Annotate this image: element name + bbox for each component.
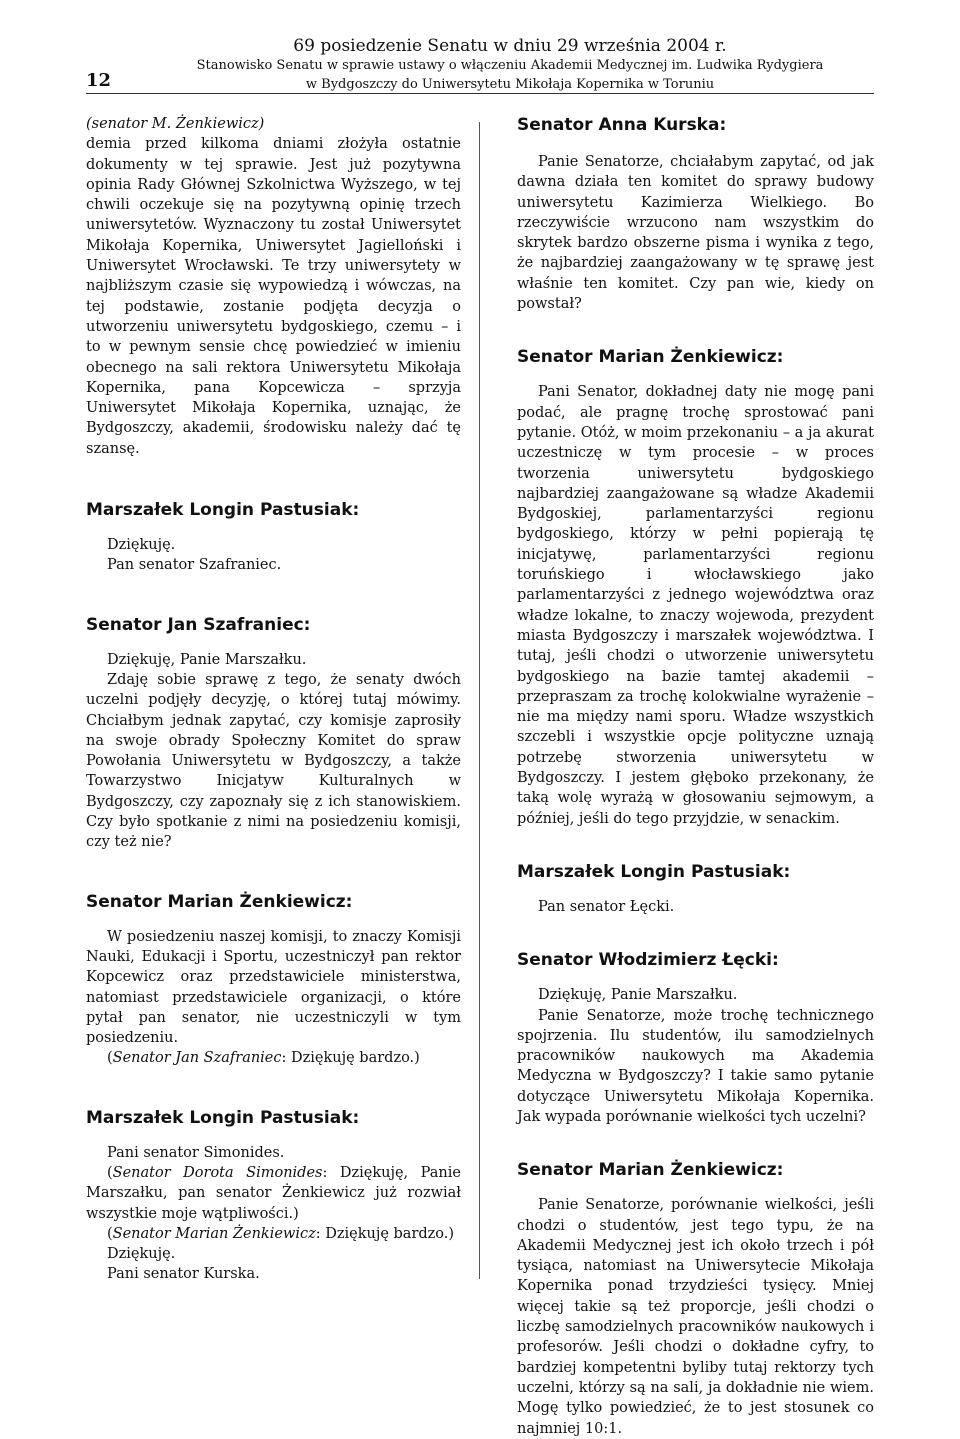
header-text	[146, 36, 874, 94]
paragraph: W posiedzeniu naszej komisji, to znaczy Komisji Nauki, Edukacji i Sportu, uczestniczył pan rektor Kopcewicz oraz przedstawiciele ministerstwa, natomiast przedstawiciele organizacji, o które pytał pan senator, nie uczestniczyli w tym posiedzeniu.	[86, 928, 461, 1047]
paragraph: Pani senator Kurska.	[107, 1266, 260, 1283]
column-divider	[479, 122, 480, 1279]
paragraph: Panie Senatorze, porównanie wielkości, jeśli chodzi o studentów, jest tego typu, że na Akademii Medycznej jest ich około trzech i pół tysiąca, natomiast na Uniwersytecie Mikołaja Kopernika ponad trzydzieści tysięcy. Mniej więcej takie są też proporcje, jeśli chodzi o liczbę samodzielnych pracowników naukowych i profesorów. Jeśli chodzi o dokładne cyfry, to bardziej kompetentni byliby tutaj rektorzy tych uczelni, którzy są na sali, ja dokładnie nie wiem. Mogę tylko powiedzieć, że to jest stosunek co najmniej 10:1.	[517, 1197, 874, 1437]
paragraph: Dziękuję.	[107, 1246, 176, 1263]
speaker-heading: Marszałek Longin Pastusiak:	[517, 861, 791, 882]
speaker-heading: Senator Marian Żenkiewicz:	[86, 891, 353, 912]
interjection-text: : Dziękuję, Panie Marszałku, pan senator Żenkiewicz już rozwiał wszystkie moje wątpliwości.)	[86, 1164, 461, 1222]
continued-speaker-note: (senator M. Żenkiewicz)	[86, 116, 265, 132]
speaker-heading: Marszałek Longin Pastusiak:	[86, 500, 360, 521]
paragraph: Dziękuję, Panie Marszałku.	[107, 651, 307, 668]
interjection	[86, 1048, 461, 1068]
interjection-open: (	[107, 1225, 113, 1242]
interjection-text: : Dziękuję bardzo.)	[281, 1050, 420, 1067]
paragraph: Pan senator Szafraniec.	[107, 557, 282, 574]
interjection-speaker: Senator Marian Żenkiewicz	[112, 1225, 316, 1242]
paragraph: Pan senator Łęcki.	[538, 898, 675, 915]
speaker-heading: Senator Marian Żenkiewicz:	[517, 1160, 784, 1181]
speaker-heading: Senator Jan Szafraniec:	[86, 614, 311, 635]
interjection-speaker: Senator Jan Szafraniec	[112, 1050, 282, 1067]
paragraph: Pani Senator, dokładnej daty nie mogę pani podać, ale pragnę trochę sprostować pani pytanie. Otóż, w moim przekonaniu – a ja akurat uczestniczę w tym procesie – w proces tworzenia uniwersytetu bydgoskiego najbardziej zaangażowane są władze Akademii Bydgoskiej, parlamentarzyści regionu bydgoskiego, którzy w pełni popierają tę inicjatywę, parlamentarzyści regionu toruńskiego i włocławskiego jako parlamentarzyści z jednego województwa oraz władze lokalne, to znaczy wojewoda, prezydent miasta Bydgoszczy i marszałek województwa. I tutaj, jeśli chodzi o utworzenie uniwersytetu bydgoskiego na bazie tamtej akademii – przepraszam za trochę kolokwialne wyrażenie – nie ma między nami sporu. Władze wszystkich szczebli i wszystkie opcje polityczne uznają potrzebę stworzenia uniwersytetu w Bydgoszczy. I jestem głęboko przekonany, że taką wolę wyrażą w głosowaniu sejmowym, a później, jeśli do tego przyjdzie, w senackim.	[517, 384, 874, 827]
page-number: 12	[86, 70, 112, 91]
interjection-open: (	[107, 1164, 113, 1181]
right-column	[517, 114, 874, 1439]
speaker-heading: Marszałek Longin Pastusiak:	[86, 1107, 360, 1128]
speaker-heading: Senator Anna Kurska:	[517, 115, 727, 135]
interjection-text: : Dziękuję bardzo.)	[315, 1225, 455, 1242]
page-header	[86, 36, 874, 94]
interjection	[86, 1163, 461, 1224]
paragraph: Zdaję sobie sprawę z tego, że senaty dwóch uczelni podjęły decyzję, o której tutaj mówimy. Chciałbym jednak zapytać, czy komisje zaprosiły na swoje obrady Społeczny Komitet do spraw Powołania Uniwersytetu w Bydgoszczy, a także Towarzystwo Inicjatyw Kulturalnych w Bydgoszczy, czy zapoznały się z ich stanowiskiem. Czy było spotkanie z nimi na posiedzeniu komisji, czy też nie?	[86, 671, 461, 851]
header-subtitle-2: w Bydgoszczy do Uniwersytetu Mikołaja Kopernika w Toruniu	[305, 77, 715, 92]
interjection	[86, 1224, 461, 1244]
paragraph: demia przed kilkoma dniami złożyła ostatnie dokumenty w tej sprawie. Jest już pozytywna opinia Rady Głównej Szkolnictwa Wyższego, w tej chwili oczekuje się na pozytywną opinię trzech uniwersytetów. Wyznaczony tu został Uniwersytet Mikołaja Kopernika, Uniwersytet Jagielloński i Uniwersytet Wrocławski. Te trzy uniwersytety w najbliższym czasie się wypowiedzą i wówczas, na tej podstawie, zostanie podjęta decyzja o utworzeniu uniwersytetu bydgoskiego, czemu – i to w pewnym sensie chcę powiedzieć w imieniu obecnego na sali rektora Uniwersytetu Mikołaja Kopernika, pana Kopcewicza – sprzyja Uniwersytet Mikołaja Kopernika, uznając, że Bydgoszczy, akademii, środowisku należy dać tę szansę.	[86, 136, 461, 457]
left-column	[86, 114, 461, 1285]
paragraph: Dziękuję.	[107, 537, 176, 554]
speaker-heading: Senator Marian Żenkiewicz:	[517, 347, 784, 368]
interjection-open: (	[107, 1050, 113, 1067]
header-subtitle-1: Stanowisko Senatu w sprawie ustawy o włączeniu Akademii Medycznej im. Ludwika Rydygiera	[196, 58, 824, 73]
paragraph: Panie Senatorze, może trochę technicznego spojrzenia. Ilu studentów, ilu samodzielnych pracowników naukowych ma Akademia Medyczna w Bydgoszczy? I takie samo pytanie dotyczące Uniwersytetu Mikołaja Kopernika. Jak wypada porównanie wielkości tych uczelni?	[517, 1007, 874, 1125]
header-rule	[86, 93, 874, 94]
speaker-heading: Senator Włodzimierz Łęcki:	[517, 950, 779, 971]
paragraph: Pani senator Simonides.	[107, 1144, 285, 1161]
paragraph: Panie Senatorze, chciałabym zapytać, od jak dawna działa ten komitet do sprawy budowy uniwersytetu Kazimierza Wielkiego. Bo rzeczywiście wrzucono nam wszystkim do skrytek bardzo obszerne pisma i wynika z tego, że najbardziej zaangażowany w tę sprawę jest właśnie ten komitet. Czy pan wie, kiedy on powstał?	[517, 154, 874, 313]
header-title: 69 posiedzenie Senatu w dniu 29 września 2004 r.	[293, 36, 727, 56]
interjection-speaker: Senator Dorota Simonides	[112, 1164, 323, 1181]
paragraph: Dziękuję, Panie Marszałku.	[538, 987, 738, 1004]
